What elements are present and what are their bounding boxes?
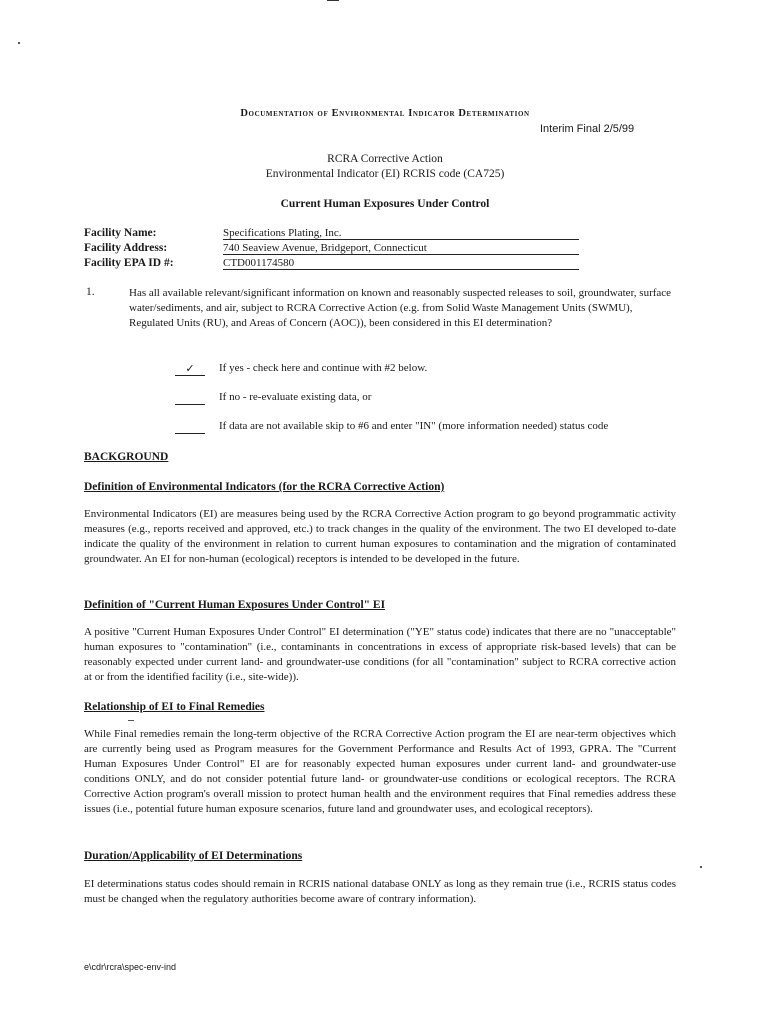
question-number: 1. (86, 286, 95, 298)
checkbox-no[interactable] (175, 391, 205, 405)
scan-speck (18, 42, 20, 44)
option-yes-text: If yes - check here and continue with #2 below. (219, 362, 428, 374)
section-paragraph: A positive "Current Human Exposures Under Control" EI determination ("YE" status code) indicates that there are no "unacceptable" human exposures to "contamination" (i.e., contaminants in concentrations in excess of appropriate risk-based levels) that can be reasonably expected under current land- and groundwater-use conditions (for all "contamination" subject to RCRA corrective action at or from the identified facility (i.e., site-wide)). (84, 626, 676, 683)
section-heading: Definition of "Current Human Exposures Under Control" EI (84, 599, 386, 611)
section-heading: Relationship of EI to Final Remedies (84, 701, 265, 713)
title-program: RCRA Corrective Action (327, 153, 443, 165)
section-heading: Duration/Applicability of EI Determinations (84, 850, 303, 862)
title-indicator: Environmental Indicator (EI) RCRIS code (CA725) (265, 168, 505, 180)
scan-speck (700, 866, 702, 868)
facility-epa-label: Facility EPA ID #: (84, 257, 174, 269)
background-heading: BACKGROUND (84, 451, 169, 463)
facility-address-label: Facility Address: (84, 242, 168, 254)
interim-date: Interim Final 2/5/99 (540, 123, 635, 135)
checkbox-no-data[interactable] (175, 420, 205, 434)
facility-epa-field[interactable]: CTD001174580 (223, 257, 579, 270)
scan-mark (327, 0, 339, 1)
title-exposures: Current Human Exposures Under Control (280, 198, 490, 210)
document-header-title: Documentation of Environmental Indicator Determination (240, 108, 530, 119)
facility-name-field[interactable]: Specifications Plating, Inc. (223, 227, 579, 240)
option-no-text: If no - re-evaluate existing data, or (219, 391, 372, 403)
facility-name-label: Facility Name: (84, 227, 157, 239)
section-paragraph: Environmental Indicators (EI) are measures being used by the RCRA Corrective Action program to go beyond programmatic activity measures (e.g., reports received and approved, etc.) to track changes in the quality of the environment. The two EI developed to-date indicate the quality of the environment in relation to current human exposures to contamination and the migration of contaminated groundwater. An EI for non-human (ecological) receptors is intended to be developed in the future. (84, 508, 676, 565)
scan-speck (128, 720, 134, 721)
section-heading: Definition of Environmental Indicators (for the RCRA Corrective Action) (84, 481, 445, 493)
section-paragraph: EI determinations status codes should remain in RCRIS national database ONLY as long as they remain true (i.e., RCRIS status codes must be changed when the regulatory authorities become aware of contrary information). (84, 878, 676, 905)
checkbox-yes[interactable]: ✓ (175, 362, 205, 376)
section-paragraph: While Final remedies remain the long-term objective of the RCRA Corrective Action program the EI are near-term objectives which are currently being used as Program measures for the Government Performance and Results Act of 1993, GPRA. The "Current Human Exposures Under Control" EI are for reasonably expected human exposures under current land- and groundwater-use conditions ONLY, and do not consider potential future land- or groundwater-use conditions or ecological receptors. The RCRA Corrective Action program's overall mission to protect human health and the environment requires that Final remedies address these issues (i.e., potential future human exposure scenarios, future land and groundwater uses, and ecological receptors). (84, 728, 676, 815)
option-no-data-text: If data are not available skip to #6 and enter "IN" (more information needed) status code (219, 420, 609, 432)
question-text: Has all available relevant/significant information on known and reasonably suspected releases to soil, groundwater, surface water/sediments, and air, subject to RCRA Corrective Action (e.g. from Solid Waste Management Units (SWMU), Regulated Units (RU), and Areas of Concern (AOC)), been considered in this EI determination? (129, 287, 672, 329)
facility-address-field[interactable]: 740 Seaview Avenue, Bridgeport, Connecticut (223, 242, 579, 255)
footer-path: e\cdr\rcra\spec-env-ind (84, 962, 177, 972)
